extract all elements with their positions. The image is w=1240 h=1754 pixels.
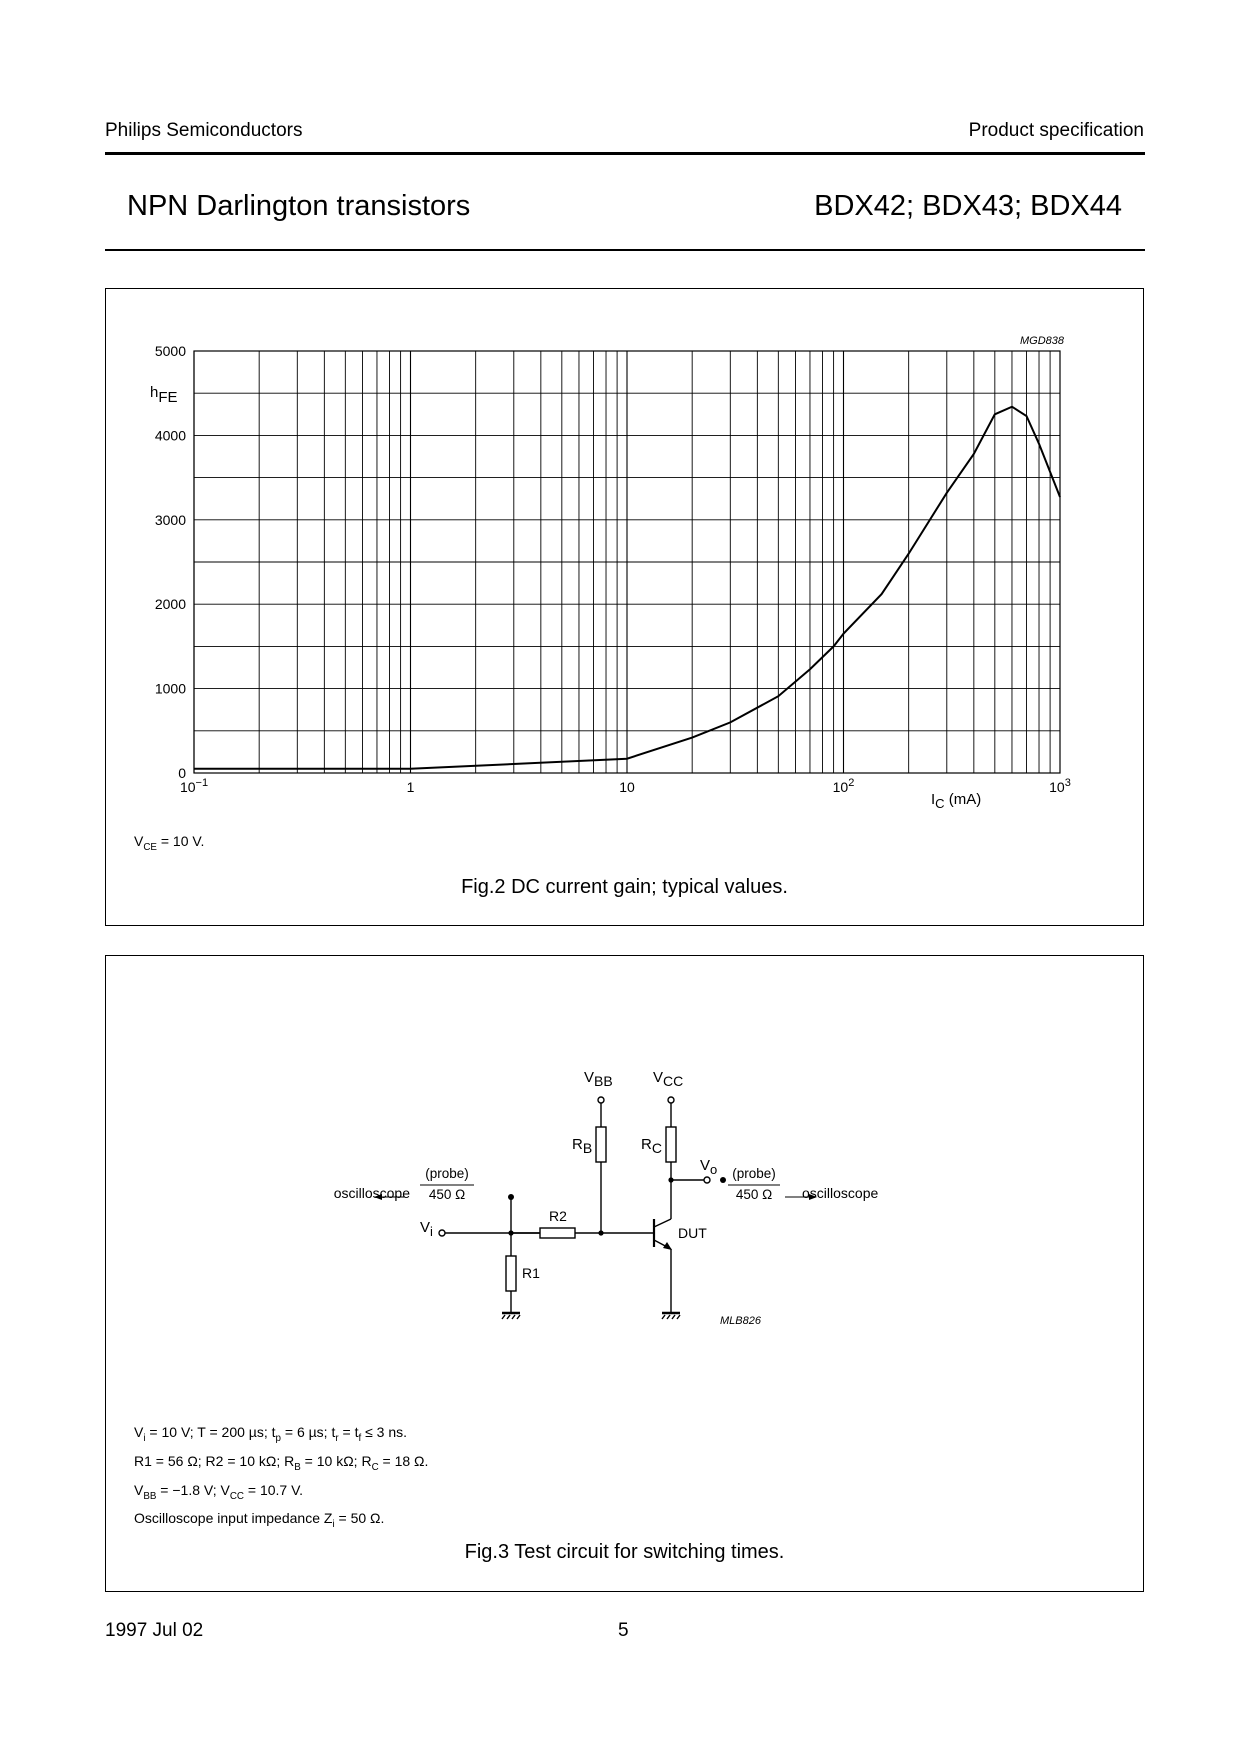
document-type: Product specification bbox=[968, 120, 1144, 141]
figure-2-code: MGD838 bbox=[1020, 335, 1065, 347]
vce-condition: $V_{CE} = 10$ V. bbox=[134, 833, 205, 853]
product-title: NPN Darlington transistors bbox=[127, 190, 471, 222]
current-gain-chart bbox=[106, 289, 1143, 925]
impedance-label-right: 450 Ω bbox=[735, 1187, 773, 1202]
note-line-1: $V_i = 10$ V; T = 200 µs; $t_p = 6$ µs; $t_r = t_f \le 3$ ns. bbox=[134, 1424, 408, 1444]
vo-label: Vo bbox=[700, 1157, 718, 1177]
company-name: Philips Semiconductors bbox=[105, 120, 303, 141]
probe-label-right: (probe) bbox=[732, 1166, 776, 1181]
dut-label: DUT bbox=[678, 1225, 707, 1241]
vcc-label: VCC bbox=[653, 1069, 684, 1089]
vo-terminal bbox=[704, 1177, 710, 1183]
y-tick-label: 4000 bbox=[154, 427, 186, 444]
figure-2-frame bbox=[105, 288, 1144, 926]
x-tick-label: $10^2$ bbox=[832, 777, 855, 795]
r2-resistor bbox=[540, 1228, 575, 1238]
figure-3-frame bbox=[105, 955, 1144, 1592]
rc-resistor bbox=[666, 1127, 676, 1162]
oscilloscope-label-left: oscilloscope bbox=[333, 1185, 410, 1201]
footer-date: 1997 Jul 02 bbox=[105, 1620, 204, 1641]
impedance-label-left: 450 Ω bbox=[428, 1187, 466, 1202]
rb-resistor bbox=[596, 1127, 606, 1162]
vcc-terminal bbox=[668, 1097, 674, 1103]
x-tick-label: 10 bbox=[619, 779, 635, 795]
page-number: 5 bbox=[618, 1620, 629, 1641]
chart-grid bbox=[194, 351, 1060, 773]
figure-2-caption: Fig.2 DC current gain; typical values. bbox=[461, 876, 788, 898]
probe-label-left: (probe) bbox=[425, 1166, 469, 1181]
y-tick-label: 0 bbox=[178, 765, 186, 781]
vbb-label: VBB bbox=[584, 1069, 613, 1089]
x-tick-label: $10^3$ bbox=[1049, 777, 1071, 795]
note-line-4: Oscilloscope input impedance $Z_i = 50$ Ω. bbox=[134, 1510, 385, 1531]
test-conditions bbox=[134, 1421, 428, 1536]
y-tick-label: 5000 bbox=[154, 343, 186, 359]
y-tick-labels bbox=[155, 343, 186, 781]
vi-terminal bbox=[439, 1230, 445, 1236]
figure-3-caption: Fig.3 Test circuit for switching times. bbox=[464, 1541, 785, 1563]
vi-label: Vi bbox=[420, 1219, 433, 1239]
probe-point-right bbox=[720, 1177, 726, 1183]
x-axis-label: IC (mA) bbox=[931, 791, 982, 811]
r1-resistor bbox=[506, 1256, 516, 1291]
figure-3-code: MLB826 bbox=[720, 1315, 761, 1327]
x-tick-labels bbox=[180, 777, 1071, 795]
y-tick-label: 3000 bbox=[154, 511, 186, 528]
r2-label: R2 bbox=[549, 1208, 567, 1224]
r1-label: R1 bbox=[522, 1265, 540, 1281]
note-line-2: R1 = 56 Ω; R2 = 10 kΩ; $R_B = 10$ kΩ; $R_C = 18$ Ω. bbox=[134, 1452, 429, 1473]
vbb-terminal bbox=[598, 1097, 604, 1103]
oscilloscope-label-right: oscilloscope bbox=[802, 1185, 879, 1201]
x-tick-label: 1 bbox=[406, 779, 415, 795]
probe-point-left bbox=[508, 1194, 514, 1200]
y-axis-label: hFE bbox=[150, 384, 178, 406]
part-numbers: BDX42; BDX43; BDX44 bbox=[814, 190, 1122, 222]
emitter-arrow bbox=[663, 1242, 672, 1250]
y-tick-label: 1000 bbox=[154, 680, 186, 697]
rc-label: RC bbox=[641, 1136, 662, 1156]
x-tick-label: $10^{-1}$ bbox=[179, 777, 209, 795]
header-rule bbox=[105, 152, 1145, 155]
rb-label: RB bbox=[572, 1136, 593, 1156]
title-rule bbox=[105, 249, 1145, 251]
note-line-3: $V_{BB} = -1.8$ V; $V_{CC} = 10.7$ V. bbox=[134, 1481, 304, 1502]
y-tick-label: 2000 bbox=[154, 596, 186, 613]
